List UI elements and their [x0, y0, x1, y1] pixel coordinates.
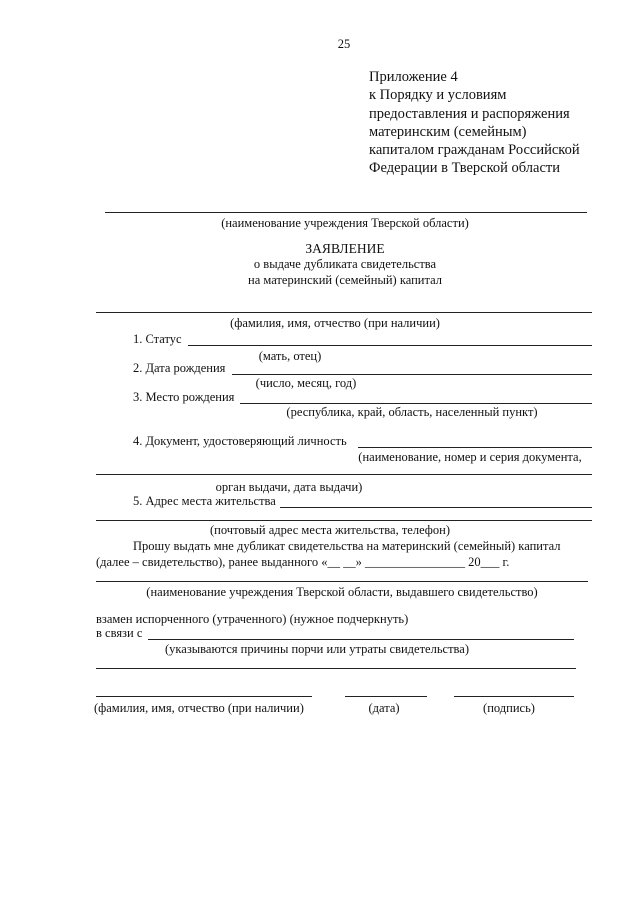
- signature-date-line[interactable]: [345, 696, 427, 697]
- appendix-line: капиталом гражданам Российской: [369, 142, 580, 159]
- appendix-line: к Порядку и условиям: [369, 87, 507, 104]
- document-field-line2[interactable]: [96, 474, 592, 475]
- issuer-line[interactable]: [96, 581, 588, 582]
- birth-date-field[interactable]: [232, 374, 592, 375]
- status-label: 1. Статус: [133, 332, 182, 346]
- appendix-line: материнским (семейным): [369, 123, 527, 140]
- request-text: Прошу выдать мне дубликат свидетельства на материнский (семейный) капитал: [133, 539, 561, 553]
- replacement-text: взамен испорченного (утраченного) (нужное подчеркнуть): [96, 612, 409, 626]
- form-subtitle: о выдаче дубликата свидетельства: [253, 257, 437, 271]
- signature-sign-caption: (подпись): [483, 701, 535, 715]
- fio-caption: (фамилия, имя, отчество (при наличии): [230, 316, 440, 330]
- document-field[interactable]: [358, 447, 592, 448]
- birth-place-label: 3. Место рождения: [133, 390, 235, 404]
- request-text-start: (далее – свидетельство), ранее выданного «: [96, 555, 328, 569]
- address-field[interactable]: [280, 507, 592, 508]
- institution-line[interactable]: [105, 212, 587, 213]
- document-caption: орган выдачи, дата выдачи): [215, 480, 363, 494]
- reason-field-line2[interactable]: [96, 668, 576, 669]
- birth-place-caption: (республика, край, область, населенный пункт): [286, 405, 538, 419]
- status-field[interactable]: [188, 345, 592, 346]
- form-subtitle: на материнский (семейный) капитал: [248, 273, 442, 287]
- birth-date-label: 2. Дата рождения: [133, 361, 226, 375]
- request-text: [96, 555, 509, 570]
- issue-date-field[interactable]: » ________________ 20___ г.: [355, 555, 510, 569]
- signature-fio-caption: (фамилия, имя, отчество (при наличии): [94, 701, 304, 715]
- address-label: 5. Адрес места жительства: [133, 494, 276, 508]
- reason-field[interactable]: [148, 639, 574, 640]
- issuer-caption: (наименование учреждения Тверской области, выдавшего свидетельство): [146, 585, 538, 599]
- page-number: 25: [337, 37, 351, 51]
- fio-line[interactable]: [96, 312, 592, 313]
- address-caption: (почтовый адрес места жительства, телефон): [210, 523, 450, 537]
- status-caption: (мать, отец): [258, 349, 322, 363]
- form-title: ЗАЯВЛЕНИЕ: [305, 241, 385, 256]
- signature-sign-line[interactable]: [454, 696, 574, 697]
- signature-date-caption: (дата): [368, 701, 400, 715]
- signature-fio-line[interactable]: [96, 696, 312, 697]
- birth-date-caption: (число, месяц, год): [255, 376, 357, 390]
- address-field-line2[interactable]: [96, 520, 592, 521]
- document-label: 4. Документ, удостоверяющий личность: [133, 434, 347, 448]
- birth-place-field[interactable]: [240, 403, 592, 404]
- appendix-header: [369, 68, 580, 178]
- institution-caption: (наименование учреждения Тверской области): [221, 216, 469, 230]
- document-caption: (наименование, номер и серия документа,: [358, 450, 582, 464]
- appendix-line: Приложение 4: [369, 69, 458, 85]
- reason-caption: (указываются причины порчи или утраты свидетельства): [165, 642, 469, 656]
- appendix-line: предоставления и распоряжения: [369, 105, 570, 122]
- issue-day-field[interactable]: __ __: [327, 555, 356, 569]
- appendix-line: Федерации в Тверской области: [369, 160, 561, 177]
- reason-label: в связи с: [96, 626, 143, 640]
